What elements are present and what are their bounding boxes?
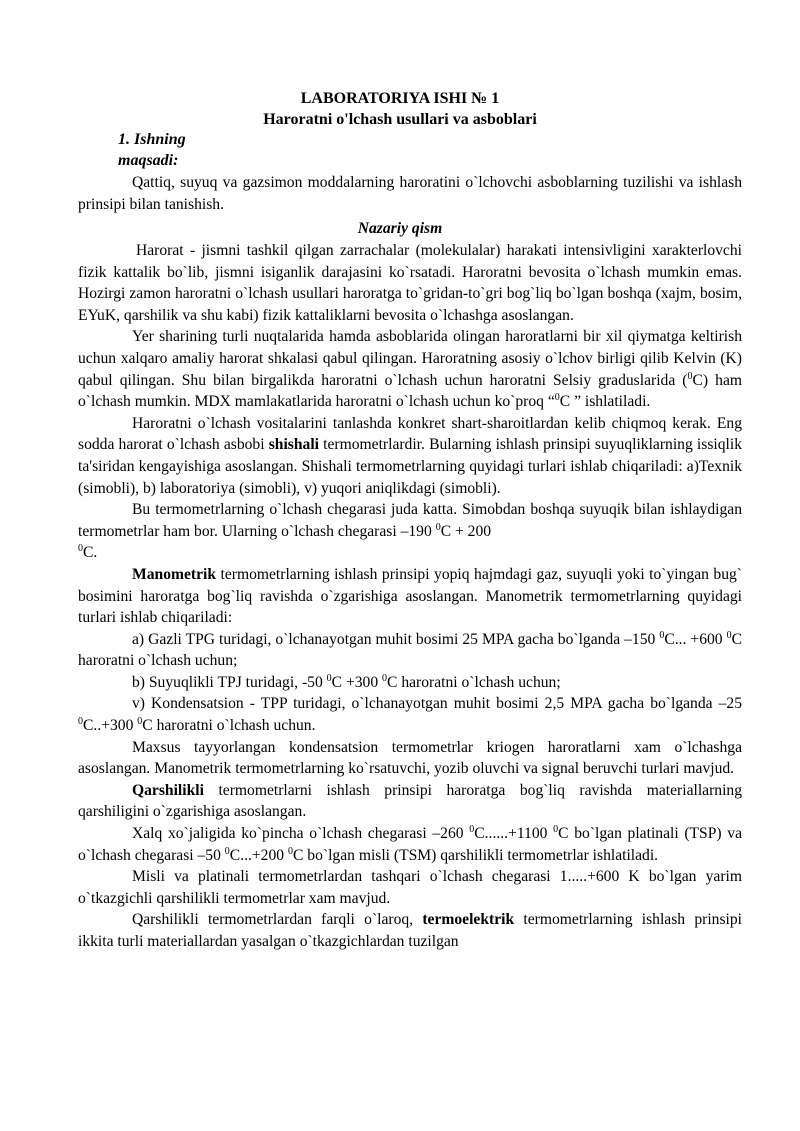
list-item-suyuqlikli: b) Suyuqlikli TPJ turidagi, -50 $^0$C +300 $^0$C haroratni o`lchash uchun; (132, 672, 561, 691)
theory-heading: Nazariy qism (357, 220, 443, 237)
paragraph-shkala: Yer sharining turli nuqtalarida hamda asboblarida olingan haroratlarni bir xil qiymatga keltirish uchun xalqaro amaliy harorat shkalasi qabul qilingan. Haroratning asosiy o`lchov birligi qilib Kelvin (K) qabul qilingan. Shu bilan birgalikda haroratni o`lchash uchun haroratni Selsiy graduslarida ($^0$C) ham o`lchash mumkin. MDX mamlakatlarida haroratni o`lchash uchun ko`proq “$^0$C ” ishlatiladi. (78, 328, 742, 411)
lab-subtitle: Haroratni o'lchash usullari va asboblari (263, 111, 537, 128)
goal-heading: 1. Ishning maqsadi: (118, 131, 186, 169)
paragraph-shishali: Haroratni o`lchash vositalarini tanlashda konkret shart-sharoitlardan kelib chiqmoq kerak. Eng sodda harorat o`lchash asbobi shishali termometrlardir. Bularning ishlash prinsipi suyuqliklarning issiqlik ta'siridan kengayishiga asoslangan. Shishali termometrlarning quyidagi turlari ishlab chiqariladi: a)Texnik (simobli), b) laboratoriya (simobli), v) yuqori aniqlikdagi (simobli). (78, 414, 742, 497)
list-item-kondensatsion: v) Kondensatsion - TPP turidagi, o`lchanayotgan muhit bosimi 2,5 MPA gacha bo`lganda –25 $^0$C..+300 $^0$C haroratni o`lchash uchun. (78, 695, 742, 735)
lab-title: LABORATORIYA ISHI № 1 (300, 90, 500, 107)
paragraph-kriogen: Maxsus tayyorlangan kondensatsion termometrlar kriogen haroratlarni xam o`lchashga asoslangan. Manometrik termometrlarning ko`rsatuvchi, yozib oluvchi va signal beruvchi turlari mavjud. (78, 738, 742, 778)
goal-section (78, 172, 742, 215)
paragraph-termoelektrik: Qarshilikli termometrlardan farqli o`laroq, termoelektrik termometrlarning ishlash prinsipi ikkita turli materiallardan yasalgan o`tkazgichlardan tuzilgan (78, 911, 742, 950)
list-item-gazli: a) Gazli TPG turidagi, o`lchanayotgan muhit bosimi 25 MPA gacha bo`lganda –150 $^0$C... +600 $^0$C haroratni o`lchash uchun; (78, 629, 742, 670)
goal-paragraph: Qattiq, suyuq va gazsimon moddalarning haroratini o`lchovchi asboblarning tuzilishi va ishlash prinsipi bilan tanishish. (78, 174, 742, 213)
paragraph-platinali: Xalq xo`jaligida ko`pincha o`lchash chegarasi –260 $^0$C......+1100 $^0$C bo`lgan platinali (TSP) va o`lchash chegarasi –50 $^0$C...+200 $^0$C bo`lgan misli (TSM) qarshilikli termometrlar ishlatiladi. (78, 823, 743, 864)
theory-body (78, 240, 742, 953)
paragraph-harorat: Harorat - jismni tashkil qilgan zarrachalar (molekulalar) harakati intensivligini xarakterlovchi fizik kattalik bo`lib, jismni isiganlik darajasini ko`rsatadi. Haroratni bevosita o`lchash mumkin emas. Hozirgi zamon haroratni o`lchash usullari haroratga to`gridan-to`gri bog`liq bo`lgan boshqa (xajm, bosim, EYuK, qarshilik va shu kabi) fizik kattaliklarni bevosita o`lchashga asoslangan. (78, 242, 742, 324)
paragraph-manometrik: Manometrik termometrlarning ishlash prinsipi yopiq hajmdagi gaz, suyuqli yoki to`yingan bug` bosimini haroratga bog`liq ravishda o`zgarishiga asoslangan. Manometrik termometrlarning quyidagi turlari ishlab chiqariladi: (78, 565, 742, 627)
paragraph-chegarasi: Bu termometrlarning o`lchash chegarasi juda katta. Simobdan boshqa suyuqik bilan ishlaydigan termometrlar ham bor. Ularning o`lchash chegarasi –190 $^0$C + 200 $^0$C. (78, 501, 742, 562)
paragraph-yarim-otkazgich: Misli va platinali termometrlardan tashqari o`lchash chegarasi 1.....+600 K bo`lgan yarim o`tkazgichli qarshilikli termometrlar xam mavjud. (78, 868, 742, 907)
paragraph-qarshilikli: Qarshilikli termometrlarni ishlash prinsipi haroratga bog`liq ravishda materiallarning qarshiligini o`zgarishiga asoslangan. (78, 781, 742, 821)
